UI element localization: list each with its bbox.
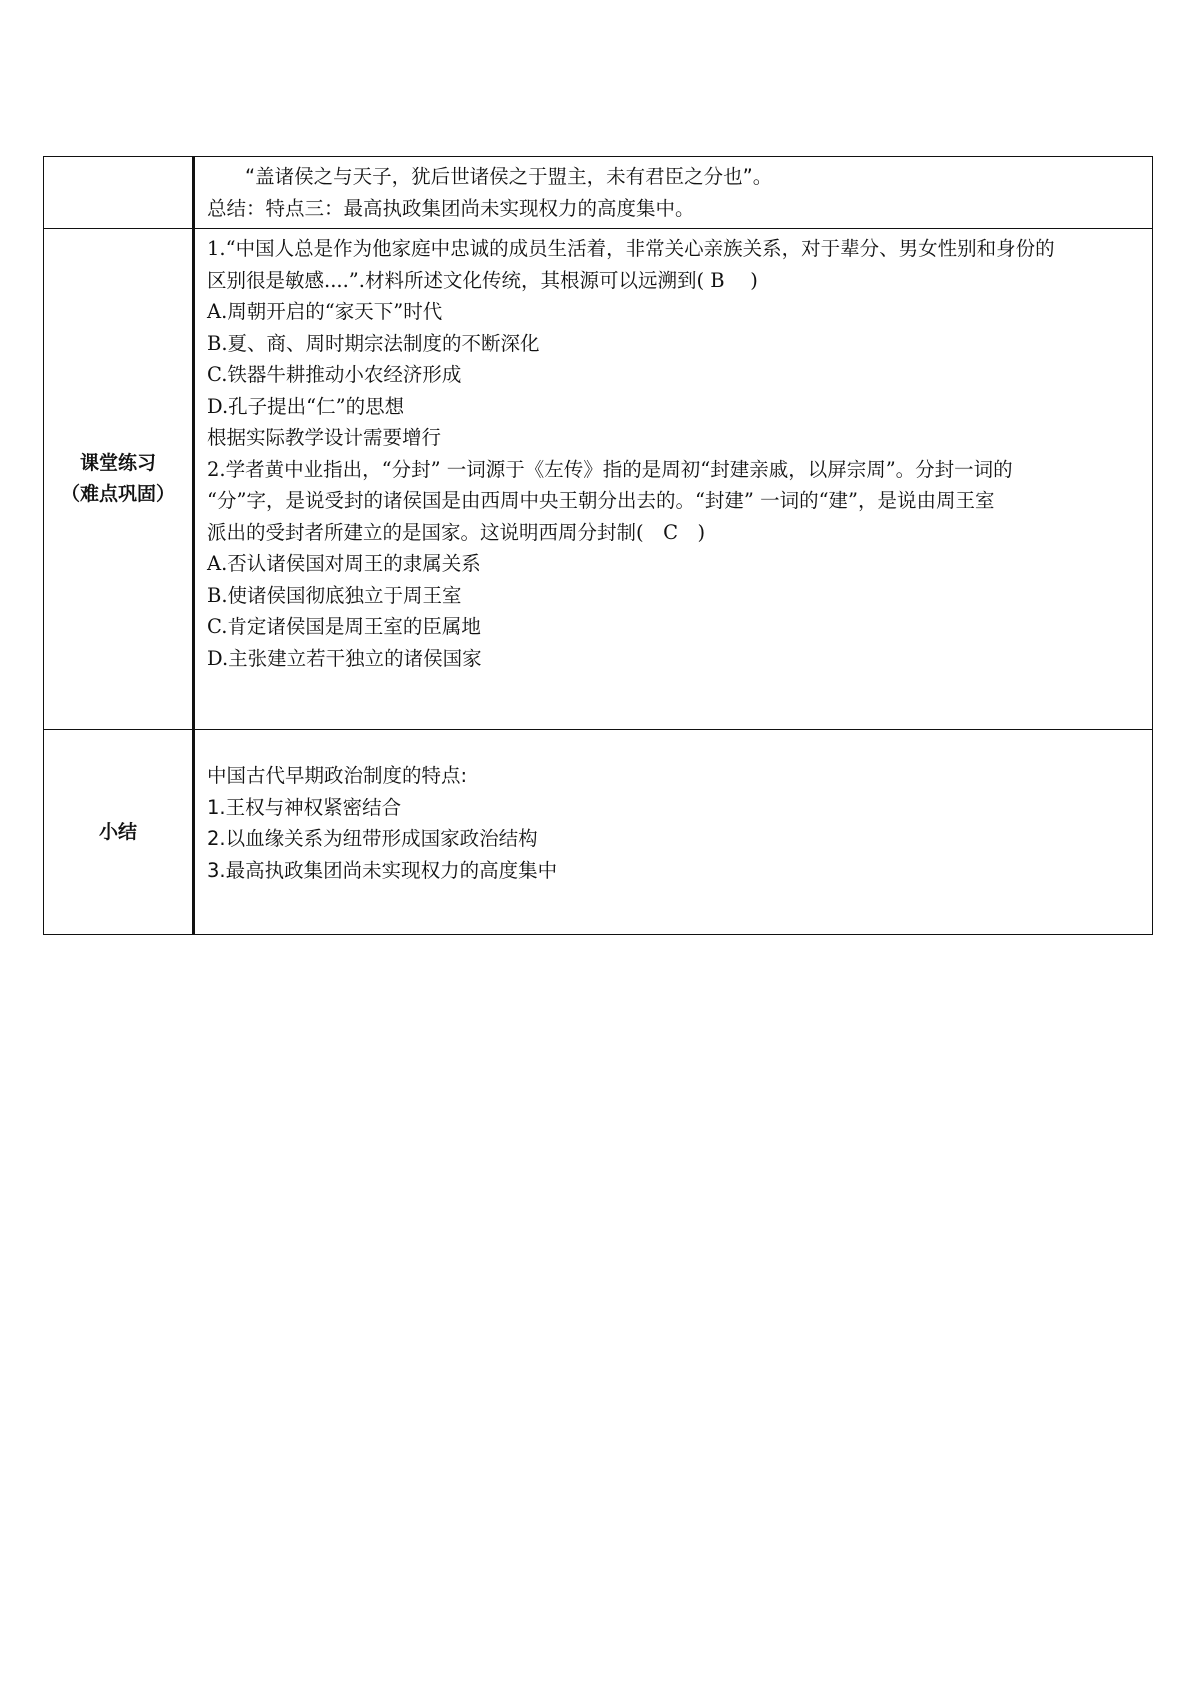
summary-line: 3.最高执政集团尚未实现权力的高度集中 — [207, 858, 558, 882]
summary-feature-three: 总结：特点三：最高执政集团尚未实现权力的高度集中。 — [207, 196, 695, 220]
summary-cell — [194, 730, 1153, 935]
practice-line: 2.学者黄中业指出，“分封” 一词源于《左传》指的是周初“封建亲戚，以屏宗周”。分封一词的 — [207, 457, 1013, 481]
practice-line: B.夏、商、周时期宗法制度的不断深化 — [207, 331, 540, 355]
summary-line: 1.王权与神权紧密结合 — [207, 795, 402, 819]
row-label-empty — [44, 157, 194, 229]
practice-line: 区别很是敏感....”.材料所述文化传统，其根源可以远溯到( B ) — [207, 268, 758, 292]
lesson-plan-table — [43, 156, 1153, 935]
summary-line: 中国古代早期政治制度的特点: — [207, 764, 468, 787]
row-label-summary: 小结 — [44, 730, 194, 935]
practice-cell — [194, 229, 1153, 730]
practice-line: C.铁器牛耕推动小农经济形成 — [207, 363, 462, 386]
table-row-practice — [44, 229, 1153, 730]
table-row-summary — [44, 730, 1153, 935]
practice-label-line1: 课堂练习 — [79, 452, 156, 474]
practice-line: 派出的受封者所建立的是国家。这说明西周分封制( C ) — [207, 520, 706, 544]
practice-line: A.否认诸侯国对周王的隶属关系 — [207, 552, 481, 575]
quote-cell — [194, 157, 1153, 229]
practice-line: B.使诸侯国彻底独立于周王室 — [207, 583, 462, 607]
summary-line: 2.以血缘关系为纽带形成国家政治结构 — [207, 827, 538, 850]
practice-line: C.肯定诸侯国是周王室的臣属地 — [207, 615, 481, 638]
quote-text: “盖诸侯之与天子，犹后世诸侯之于盟主，未有君臣之分也”。 — [245, 165, 773, 188]
practice-line: “分”字，是说受封的诸侯国是由西周中央王朝分出去的。“封建” 一词的“建”，是说由周王室 — [207, 489, 995, 512]
practice-line: 1.“中国人总是作为他家庭中忠诚的成员生活着，非常关心亲族关系，对于辈分、男女性别和身份的 — [207, 237, 1055, 260]
practice-label-line2: （难点巩固） — [60, 483, 175, 505]
table-row-quote — [44, 157, 1153, 229]
row-label-practice — [44, 229, 194, 730]
practice-line: A.周朝开启的“家天下”时代 — [207, 300, 443, 323]
practice-line: D.主张建立若干独立的诸侯国家 — [207, 646, 482, 670]
practice-line: D.孔子提出“仁”的思想 — [207, 394, 405, 418]
summary-body — [207, 734, 1142, 886]
practice-line: 根据实际教学设计需要增行 — [207, 426, 442, 449]
